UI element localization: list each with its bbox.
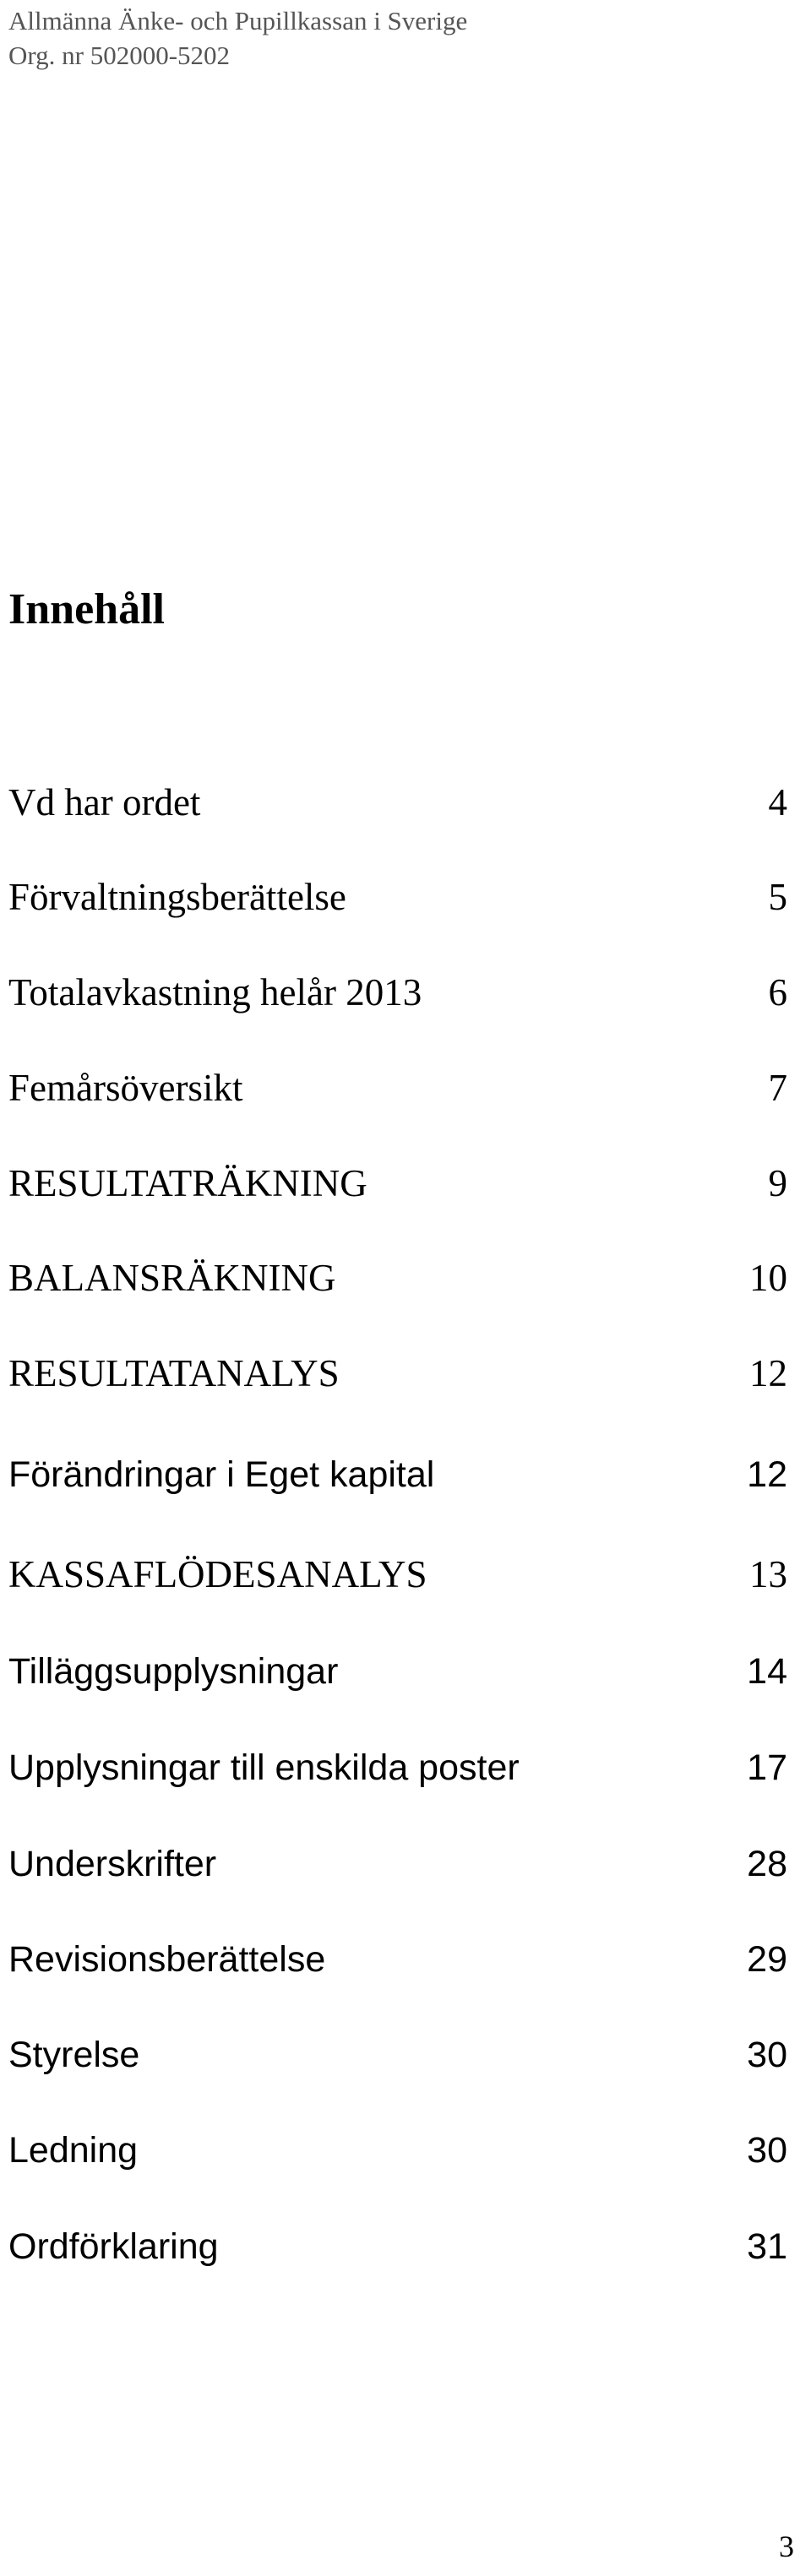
- toc-entry-page: 31: [747, 2225, 787, 2267]
- toc-entry-title: Revisionsberättelse: [8, 1938, 326, 1980]
- page-number: 3: [779, 2530, 794, 2563]
- toc-entry-title: Ledning: [8, 2129, 139, 2171]
- toc-entry: [8, 1449, 787, 1500]
- toc-entry-page: 13: [749, 1553, 787, 1595]
- toc-entry: [8, 1742, 787, 1793]
- toc-entry-title: Upplysningar till enskilda poster: [8, 1747, 520, 1788]
- toc-entry-title: Förändringar i Eget kapital: [8, 1454, 435, 1495]
- toc-entry-title: Tilläggsupplysningar: [8, 1650, 339, 1692]
- toc-entry-page: 6: [768, 971, 787, 1014]
- toc-entry: [8, 1839, 787, 1889]
- toc-entry: [8, 967, 787, 1018]
- toc-entry-page: 10: [749, 1257, 787, 1299]
- organization-name: Allmänna Änke- och Pupillkassan i Sverige: [8, 6, 468, 35]
- toc-entry-page: 9: [768, 1162, 787, 1204]
- toc-entry: [8, 1549, 787, 1600]
- toc-entry-title: Femårsöversikt: [8, 1067, 243, 1109]
- organization-number: Org. nr 502000-5202: [8, 41, 231, 70]
- toc-entry: [8, 2125, 787, 2176]
- toc-entry: [8, 1062, 787, 1113]
- table-of-contents-title: Innehåll: [8, 585, 165, 633]
- toc-entry-title: BALANSRÄKNING: [8, 1257, 336, 1299]
- toc-entry-page: 30: [747, 2034, 787, 2075]
- toc-entry-page: 30: [747, 2129, 787, 2171]
- toc-entry: [8, 2221, 787, 2272]
- toc-entry-title: KASSAFLÖDESANALYS: [8, 1553, 427, 1595]
- toc-entry-title: Förvaltningsberättelse: [8, 876, 346, 918]
- toc-entry: [8, 1253, 787, 1303]
- toc-entry-title: RESULTATANALYS: [8, 1352, 340, 1394]
- toc-entry-page: 28: [747, 1843, 787, 1884]
- toc-entry: [8, 1934, 787, 1985]
- toc-entry-page: 5: [768, 876, 787, 918]
- toc-entry-title: Vd har ordet: [8, 781, 201, 823]
- toc-entry: [8, 1158, 787, 1209]
- toc-entry: [8, 1646, 787, 1697]
- toc-entry-title: Totalavkastning helår 2013: [8, 971, 422, 1014]
- toc-entry-page: 17: [747, 1747, 787, 1788]
- toc-entry: [8, 777, 787, 828]
- page-header: [8, 3, 467, 73]
- toc-entry-page: 4: [768, 781, 787, 823]
- toc-entry-title: Underskrifter: [8, 1843, 217, 1884]
- toc-entry-title: Styrelse: [8, 2034, 140, 2075]
- toc-entry-page: 29: [747, 1938, 787, 1980]
- toc-entry-page: 14: [747, 1650, 787, 1692]
- toc-entry: [8, 2030, 787, 2080]
- toc-entry-title: Ordförklaring: [8, 2225, 219, 2267]
- toc-entry-page: 7: [768, 1067, 787, 1109]
- toc-entry-page: 12: [749, 1352, 787, 1394]
- toc-entry: [8, 872, 787, 922]
- toc-entry-page: 12: [747, 1454, 787, 1495]
- toc-entry-title: RESULTATRÄKNING: [8, 1162, 367, 1204]
- toc-entry: [8, 1348, 787, 1399]
